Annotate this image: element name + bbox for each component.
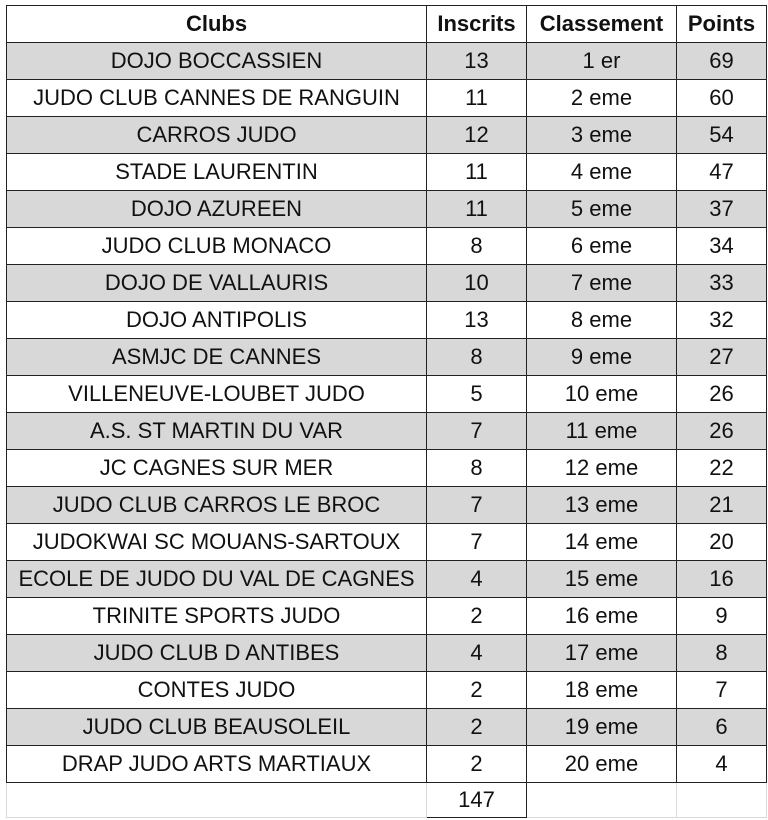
classement-cell[interactable]: 1 er: [527, 43, 677, 80]
total-classement-cell[interactable]: [527, 783, 677, 818]
table-row: [7, 672, 767, 709]
points-cell[interactable]: 7: [677, 672, 767, 709]
points-cell[interactable]: 27: [677, 339, 767, 376]
club-cell[interactable]: DRAP JUDO ARTS MARTIAUX: [7, 746, 427, 783]
points-cell[interactable]: 22: [677, 450, 767, 487]
inscrits-cell[interactable]: 8: [427, 228, 527, 265]
club-cell[interactable]: JUDO CLUB BEAUSOLEIL: [7, 709, 427, 746]
table-row: [7, 154, 767, 191]
club-cell[interactable]: DOJO AZUREEN: [7, 191, 427, 228]
club-cell[interactable]: CONTES JUDO: [7, 672, 427, 709]
club-cell[interactable]: STADE LAURENTIN: [7, 154, 427, 191]
points-cell[interactable]: 9: [677, 598, 767, 635]
table-row: [7, 43, 767, 80]
inscrits-cell[interactable]: 2: [427, 672, 527, 709]
table-row: [7, 709, 767, 746]
points-cell[interactable]: 32: [677, 302, 767, 339]
table-row: [7, 191, 767, 228]
inscrits-cell[interactable]: 13: [427, 302, 527, 339]
table-row: [7, 376, 767, 413]
classement-cell[interactable]: 12 eme: [527, 450, 677, 487]
inscrits-cell[interactable]: 13: [427, 43, 527, 80]
table-row: [7, 746, 767, 783]
inscrits-cell[interactable]: 4: [427, 561, 527, 598]
classement-cell[interactable]: 19 eme: [527, 709, 677, 746]
points-cell[interactable]: 21: [677, 487, 767, 524]
points-cell[interactable]: 33: [677, 265, 767, 302]
table-row: [7, 413, 767, 450]
header-row: [7, 6, 767, 43]
club-cell[interactable]: DOJO BOCCASSIEN: [7, 43, 427, 80]
points-cell[interactable]: 69: [677, 43, 767, 80]
inscrits-cell[interactable]: 11: [427, 154, 527, 191]
club-cell[interactable]: JUDO CLUB D ANTIBES: [7, 635, 427, 672]
table-body: [7, 43, 767, 783]
club-cell[interactable]: DOJO DE VALLAURIS: [7, 265, 427, 302]
table-row: [7, 265, 767, 302]
inscrits-cell[interactable]: 2: [427, 709, 527, 746]
inscrits-cell[interactable]: 7: [427, 413, 527, 450]
total-inscrits-cell[interactable]: 147: [427, 783, 527, 818]
inscrits-cell[interactable]: 4: [427, 635, 527, 672]
points-cell[interactable]: 47: [677, 154, 767, 191]
classement-cell[interactable]: 6 eme: [527, 228, 677, 265]
points-cell[interactable]: 4: [677, 746, 767, 783]
club-cell[interactable]: JUDO CLUB CANNES DE RANGUIN: [7, 80, 427, 117]
table-row: [7, 524, 767, 561]
club-cell[interactable]: JUDOKWAI SC MOUANS-SARTOUX: [7, 524, 427, 561]
inscrits-cell[interactable]: 7: [427, 487, 527, 524]
classement-cell[interactable]: 4 eme: [527, 154, 677, 191]
table-row: [7, 228, 767, 265]
points-cell[interactable]: 54: [677, 117, 767, 154]
classement-cell[interactable]: 11 eme: [527, 413, 677, 450]
classement-cell[interactable]: 9 eme: [527, 339, 677, 376]
classement-cell[interactable]: 20 eme: [527, 746, 677, 783]
classement-cell[interactable]: 8 eme: [527, 302, 677, 339]
table-row: [7, 635, 767, 672]
table-row: [7, 302, 767, 339]
header-points[interactable]: Points: [677, 6, 767, 43]
points-cell[interactable]: 37: [677, 191, 767, 228]
classement-cell[interactable]: 15 eme: [527, 561, 677, 598]
points-cell[interactable]: 6: [677, 709, 767, 746]
inscrits-cell[interactable]: 11: [427, 191, 527, 228]
classement-cell[interactable]: 17 eme: [527, 635, 677, 672]
inscrits-cell[interactable]: 11: [427, 80, 527, 117]
points-cell[interactable]: 8: [677, 635, 767, 672]
inscrits-cell[interactable]: 8: [427, 339, 527, 376]
club-cell[interactable]: ASMJC DE CANNES: [7, 339, 427, 376]
club-cell[interactable]: JUDO CLUB MONACO: [7, 228, 427, 265]
clubs-ranking-table: [6, 5, 767, 818]
inscrits-cell[interactable]: 7: [427, 524, 527, 561]
points-cell[interactable]: 26: [677, 413, 767, 450]
club-cell[interactable]: TRINITE SPORTS JUDO: [7, 598, 427, 635]
classement-cell[interactable]: 5 eme: [527, 191, 677, 228]
classement-cell[interactable]: 18 eme: [527, 672, 677, 709]
inscrits-cell[interactable]: 2: [427, 598, 527, 635]
classement-cell[interactable]: 13 eme: [527, 487, 677, 524]
club-cell[interactable]: ECOLE DE JUDO DU VAL DE CAGNES: [7, 561, 427, 598]
table-row: [7, 487, 767, 524]
header-classement[interactable]: Classement: [527, 6, 677, 43]
club-cell[interactable]: JUDO CLUB CARROS LE BROC: [7, 487, 427, 524]
club-cell[interactable]: VILLENEUVE-LOUBET JUDO: [7, 376, 427, 413]
table-row: [7, 117, 767, 154]
club-cell[interactable]: DOJO ANTIPOLIS: [7, 302, 427, 339]
classement-cell[interactable]: 10 eme: [527, 376, 677, 413]
total-row: [7, 783, 767, 818]
table-row: [7, 561, 767, 598]
points-cell[interactable]: 16: [677, 561, 767, 598]
header-inscrits[interactable]: Inscrits: [427, 6, 527, 43]
total-points-cell[interactable]: [677, 783, 767, 818]
total-clubs-cell[interactable]: [7, 783, 427, 818]
club-cell[interactable]: A.S. ST MARTIN DU VAR: [7, 413, 427, 450]
inscrits-cell[interactable]: 2: [427, 746, 527, 783]
inscrits-cell[interactable]: 10: [427, 265, 527, 302]
club-cell[interactable]: JC CAGNES SUR MER: [7, 450, 427, 487]
points-cell[interactable]: 60: [677, 80, 767, 117]
table-row: [7, 80, 767, 117]
classement-cell[interactable]: 7 eme: [527, 265, 677, 302]
inscrits-cell[interactable]: 12: [427, 117, 527, 154]
table-row: [7, 450, 767, 487]
club-cell[interactable]: CARROS JUDO: [7, 117, 427, 154]
classement-cell[interactable]: 2 eme: [527, 80, 677, 117]
classement-cell[interactable]: 14 eme: [527, 524, 677, 561]
inscrits-cell[interactable]: 8: [427, 450, 527, 487]
points-cell[interactable]: 34: [677, 228, 767, 265]
table-row: [7, 598, 767, 635]
inscrits-cell[interactable]: 5: [427, 376, 527, 413]
header-clubs[interactable]: Clubs: [7, 6, 427, 43]
points-cell[interactable]: 20: [677, 524, 767, 561]
classement-cell[interactable]: 3 eme: [527, 117, 677, 154]
points-cell[interactable]: 26: [677, 376, 767, 413]
table-row: [7, 339, 767, 376]
classement-cell[interactable]: 16 eme: [527, 598, 677, 635]
